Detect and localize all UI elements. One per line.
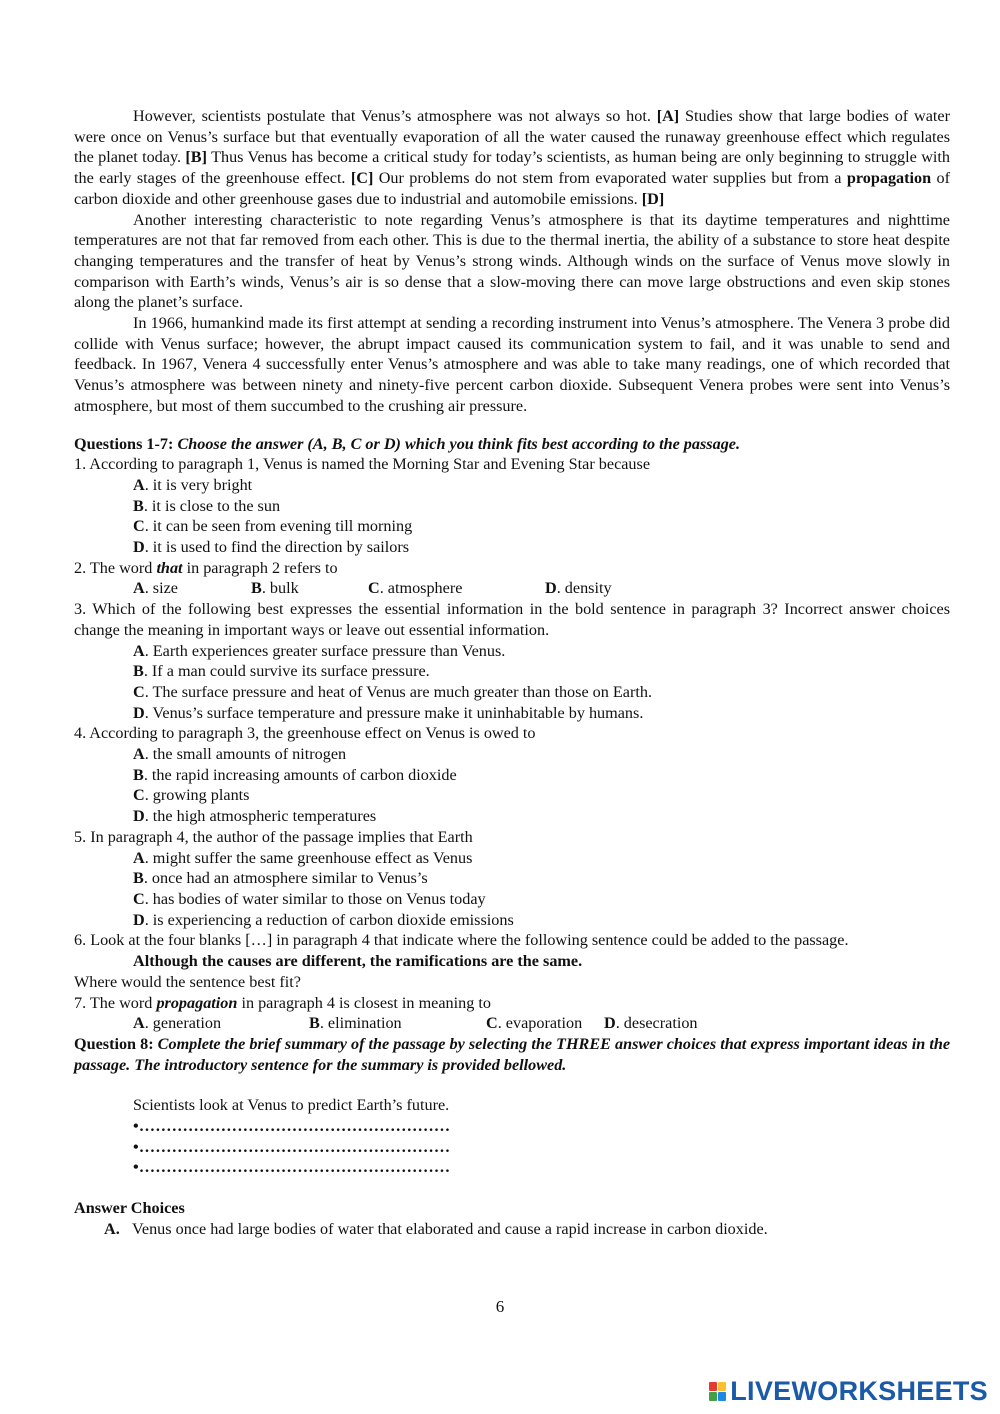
option-text: . it is used to find the direction by sailors <box>144 538 410 557</box>
q4-option-b[interactable]: B. the rapid increasing amounts of carbon dioxide <box>133 765 457 784</box>
paragraph-2: Another interesting characteristic to note regarding Venus’s atmosphere is that its daytime temperatures and nighttime temperatures are not that far removed from each other. This is due to the thermal inertia, the ability of a substance to store heat despite changing temperatures and the transfer of heat by Venus’s strong winds. Although winds on the surface of Venus move slowly in comparison with Earth’s winds, Venus’s air is so dense that a slow-moving there can move large obstructions and even skip stones along the planet’s surface. <box>74 210 950 312</box>
q7-option-c[interactable]: C. evaporation <box>486 1014 583 1033</box>
question-5-stem: 5. In paragraph 4, the author of the passage implies that Earth <box>74 827 473 846</box>
question-5-options <box>74 848 950 931</box>
question-7-options <box>74 1013 950 1034</box>
question-8-heading <box>74 1034 950 1075</box>
option-letter: B <box>133 496 144 515</box>
q3-option-b[interactable]: B. If a man could survive its surface pressure. <box>133 662 430 681</box>
question-4-stem: 4. According to paragraph 3, the greenhouse effect on Venus is owed to <box>74 724 536 743</box>
question-3-options <box>74 641 950 724</box>
paragraph-1-text-run: Our problems do not stem from evaporated water supplies but from a <box>373 169 847 188</box>
answer-choices-heading: Answer Choices <box>74 1199 185 1218</box>
paragraph-1-text-run: Studies show that large bodies of water were once on Venus’s surface but that eventually evaporation of all the water caused the runaway greenhouse effect which regulates the planet today. <box>74 107 950 167</box>
option-text: . it can be seen from evening till morning <box>144 517 413 536</box>
q1-option-b[interactable] <box>74 496 950 517</box>
q6-insert-sentence: Although the causes are different, the ramifications are the same. <box>133 952 583 971</box>
question-1-stem: 1. According to paragraph 1, Venus is named the Morning Star and Evening Star because <box>74 455 651 474</box>
paragraph-1-bold-run: [C] <box>350 169 374 188</box>
q4-option-d[interactable]: D. the high atmospheric temperatures <box>133 807 377 826</box>
paragraph-1-bold-run: [D] <box>641 189 665 208</box>
q3-option-d[interactable]: D. Venus’s surface temperature and pressure make it uninhabitable by humans. <box>133 703 644 722</box>
paragraph-1-text-run: Thus Venus has become a critical study for today’s scientists, as human being are only beginning to struggle with the early stages of the greenhouse effect. <box>74 148 950 188</box>
q5-option-c[interactable]: C. has bodies of water similar to those on Venus today <box>133 890 486 908</box>
summary-intro: Scientists look at Venus to predict Earth’s future. <box>133 1096 450 1115</box>
liveworksheets-logo-icon <box>708 1381 726 1401</box>
answer-choice-a[interactable]: A. Venus once had large bodies of water that elaborated and cause a rapid increase in carbon dioxide. <box>104 1219 768 1238</box>
summary-blank-3[interactable]: •………………………………………………… <box>133 1158 451 1177</box>
paragraph-1-text-run: of carbon dioxide and other greenhouse gases due to industrial and automobile emissions. <box>74 169 950 208</box>
paragraph-1-bold-run: [B] <box>185 148 207 167</box>
paragraph-1-bold-run: propagation <box>846 169 932 188</box>
q2-option-a[interactable]: A. size <box>133 579 178 598</box>
liveworksheets-logo[interactable] <box>708 1377 988 1405</box>
option-letter: D <box>133 538 145 557</box>
paragraph-1-bold-run: [A] <box>656 107 680 125</box>
q7-option-a[interactable]: A. generation <box>133 1014 222 1033</box>
page-number: 6 <box>495 1297 505 1316</box>
q1-option-d[interactable] <box>74 537 950 558</box>
question-3-stem: 3. Which of the following best expresses the essential information in the bold sentence in paragraph 3? Incorrect answer choices change the meaning in important ways or leave out essential information. <box>74 600 950 639</box>
option-text: . it is close to the sun <box>143 496 281 515</box>
paragraph-1-text-run: However, scientists postulate that Venus’s atmosphere was not always so hot. <box>133 107 657 125</box>
q2-option-b[interactable]: B. bulk <box>251 579 299 598</box>
q4-option-c[interactable]: C. growing plants <box>133 786 250 805</box>
brand-name: LIVEWORKSHEETS <box>730 1375 988 1406</box>
question-6-stem: 6. Look at the four blanks […] in paragraph 4 that indicate where the following sentence could be added to the passage. <box>74 931 849 950</box>
option-text: . it is very bright <box>144 475 253 494</box>
q7-option-b[interactable]: B. elimination <box>309 1014 402 1033</box>
section-label: Questions 1-7: <box>74 434 174 453</box>
section-heading <box>74 434 950 455</box>
paragraph-3: In 1966, humankind made its first attempt at sending a recording instrument into Venus’s atmosphere. The Venera 3 probe did collide with Venus surface; however, the abrupt impact caused its communication system to fail, and it was unable to send and feedback. In 1967, Venera 4 successfully enter Venus’s atmosphere and was able to take many readings, one of which recorded that Venus’s atmosphere was between ninety and ninety-five percent carbon dioxide. Subsequent Venera probes were sent into Venus’s atmosphere, but most of them succumbed to the crushing air pressure. <box>74 314 950 415</box>
summary-blank-2[interactable]: •………………………………………………… <box>133 1137 451 1156</box>
q7-option-d[interactable]: D. desecration <box>604 1014 698 1033</box>
q7-keyword: propagation <box>156 993 238 1012</box>
q5-option-d[interactable]: D. is experiencing a reduction of carbon dioxide emissions <box>133 910 514 929</box>
q5-option-b[interactable]: B. once had an atmosphere similar to Venus’s <box>133 869 428 888</box>
q5-option-a[interactable]: A. might suffer the same greenhouse effect as Venus <box>133 848 473 867</box>
q6-prompt: Where would the sentence best fit? <box>74 972 301 991</box>
summary-blank-1[interactable]: •………………………………………………… <box>133 1117 451 1136</box>
question-2-options <box>74 578 950 599</box>
paragraph-1 <box>74 106 950 210</box>
question-1-options <box>74 475 950 558</box>
q8-instruction: Complete the brief summary of the passage by selecting the THREE answer choices that express important ideas in the passage. The introductory sentence for the summary is provided bellowed. <box>74 1034 951 1074</box>
question-2-stem: 2. The word that in paragraph 2 refers to <box>74 558 338 577</box>
question-7-stem: 7. The word propagation in paragraph 4 is closest in meaning to <box>74 993 491 1012</box>
q2-keyword: that <box>156 558 183 577</box>
q3-option-a[interactable]: A. Earth experiences greater surface pressure than Venus. <box>133 641 506 660</box>
q8-label: Question 8: <box>74 1034 154 1053</box>
option-letter: C <box>133 517 145 536</box>
q3-option-c[interactable]: C. The surface pressure and heat of Venus are much greater than those on Earth. <box>133 682 653 701</box>
section-instruction: Choose the answer (A, B, C or D) which you think fits best according to the passage. <box>177 434 741 453</box>
q2-option-d[interactable]: D. density <box>545 579 612 598</box>
q1-option-a[interactable] <box>74 475 950 496</box>
q2-option-c[interactable]: C. atmosphere <box>368 579 463 598</box>
q1-option-c[interactable] <box>74 516 950 537</box>
worksheet-page <box>74 106 950 1240</box>
q4-option-a[interactable]: A. the small amounts of nitrogen <box>133 745 347 764</box>
option-letter: A <box>133 475 145 494</box>
question-4-options <box>74 744 950 827</box>
